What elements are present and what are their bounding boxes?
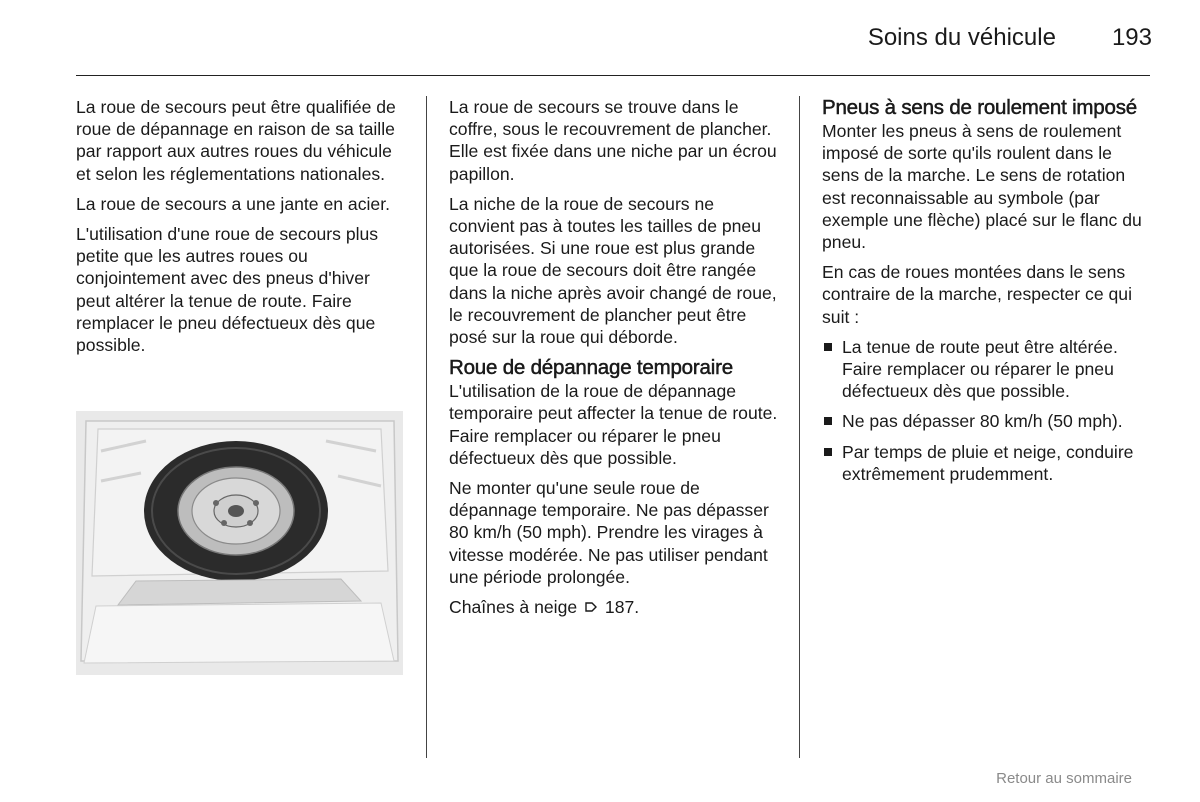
cross-reference-text: Chaînes à neige <box>449 597 578 618</box>
bullet-square-icon <box>824 448 832 456</box>
spare-wheel-illustration <box>76 411 403 675</box>
paragraph: La roue de secours a une jante en acier. <box>76 193 390 214</box>
back-to-contents-link[interactable]: Retour au sommaire <box>996 770 1132 787</box>
bullet-square-icon <box>824 343 832 351</box>
bullet-square-icon <box>824 417 832 425</box>
cross-reference-page: 187. <box>604 597 640 618</box>
list-item: La tenue de route peut être altérée. Faire remplacer ou réparer le pneu défectueux dès que possible. <box>822 336 1152 403</box>
paragraph: Monter les pneus à sens de roulement imposé de sorte qu'ils roulent dans le sens de la marche. Le sens de rotation est reconnaissable au symbole (par exemple une flèche) placé sur le flanc du pneu. <box>822 121 1142 253</box>
paragraph: La niche de la roue de secours ne convient pas à toutes les tailles de pneu autorisées. Si une roue est plus grande que la roue de secours doit être rangée dans la niche après avoir changé de roue, le recouvrement de plancher peut être posé sur la roue qui déborde. <box>449 193 777 348</box>
column-divider-2 <box>799 96 800 758</box>
section-heading: Roue de dépannage temporaire <box>449 356 733 380</box>
paragraph: Ne monter qu'une seule roue de dépannage temporaire. Ne pas dépasser 80 km/h (50 mph). Prendre les virages à vitesse modérée. Ne pas utiliser pendant une période prolongée. <box>449 478 769 587</box>
paragraph: La roue de secours peut être qualifiée de roue de dépannage en raison de sa taille par rapport aux autres roues du véhicule et selon les réglementations nationales. <box>76 97 396 184</box>
section-heading: Pneus à sens de roulement imposé <box>822 96 1137 119</box>
bullet-list <box>822 336 1152 485</box>
paragraph: L'utilisation d'une roue de secours plus petite que les autres roues ou conjointement avec des pneus d'hiver peut altérer la tenue de route. Faire remplacer le pneu défectueux dès que possible. <box>76 224 379 356</box>
page-number: 193 <box>1111 24 1152 51</box>
paragraph: En cas de roues montées dans le sens contraire de la marche, respecter ce qui suit : <box>822 262 1132 327</box>
column-divider-1 <box>426 96 427 758</box>
column-1 <box>76 96 406 364</box>
section-title: Soins du véhicule <box>867 24 1056 51</box>
spare-wheel-drawing <box>76 411 403 675</box>
cross-reference[interactable] <box>449 596 784 618</box>
column-3 <box>822 96 1152 493</box>
column-2 <box>449 96 784 626</box>
header-divider <box>76 75 1150 76</box>
page-header <box>868 24 1152 52</box>
paragraph: L'utilisation de la roue de dépannage temporaire peut affecter la tenue de route. Faire remplacer ou réparer le pneu défectueux dès que possible. <box>449 381 778 468</box>
list-item: Ne pas dépasser 80 km/h (50 mph). <box>822 410 1152 432</box>
list-item: Par temps de pluie et neige, conduire extrêmement prudemment. <box>822 441 1152 485</box>
page-reference-icon <box>584 600 598 614</box>
paragraph: La roue de secours se trouve dans le coffre, sous le recouvrement de plancher. Elle est fixée dans une niche par un écrou papillon. <box>449 97 777 184</box>
